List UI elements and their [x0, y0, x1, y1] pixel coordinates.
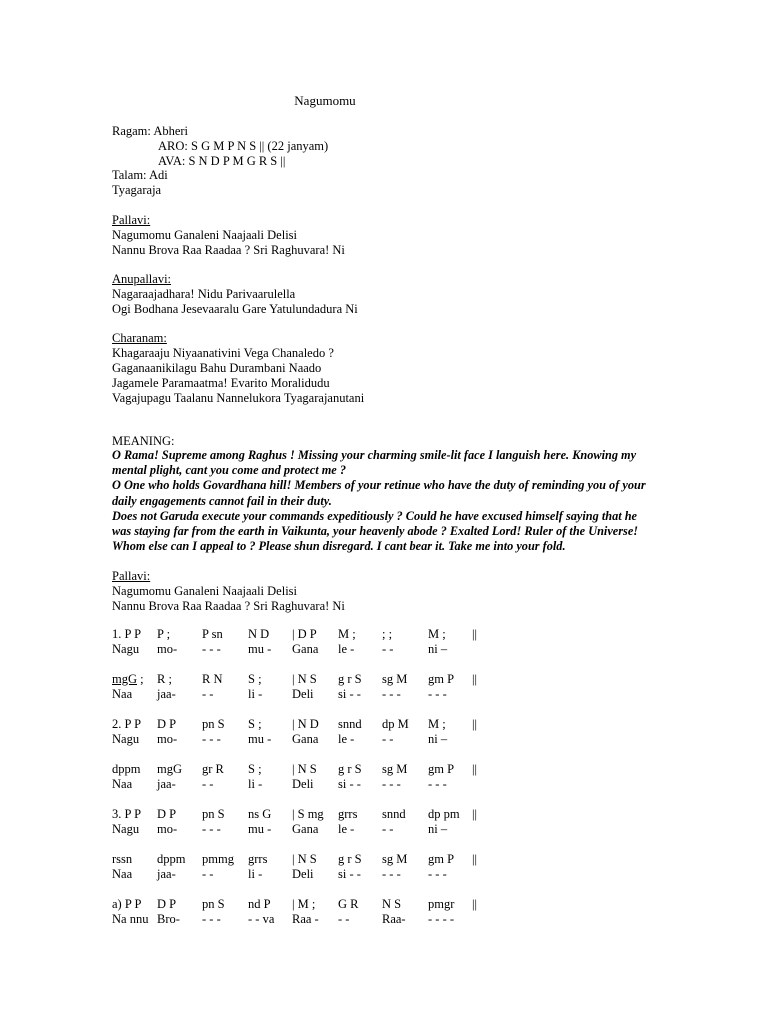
- notation-cell: pn S: [202, 897, 225, 911]
- row-gap: [112, 657, 492, 672]
- meaning-paragraph-2: O One who holds Govardhana hill! Members of your retinue who have the duty of reminding you of your daily engagements cannot fail in their duty.: [112, 478, 646, 508]
- notation-cell: Deli: [292, 777, 314, 791]
- notation-cell: 3. P P: [112, 807, 142, 821]
- notation-cell: dppm: [112, 762, 141, 776]
- notation-cell: - -: [202, 867, 214, 881]
- notation-cell: grrs: [338, 807, 358, 821]
- notation-cell: mgG: [157, 762, 182, 776]
- charanam-heading: Charanam:: [112, 331, 167, 345]
- notation-cell: | S mg: [292, 807, 324, 821]
- notation-cell: - - -: [428, 687, 447, 701]
- notation-cell: ni –: [428, 732, 448, 746]
- ragam-line: Ragam: Abheri: [112, 124, 189, 138]
- notation-cell: pn S: [202, 717, 225, 731]
- sahityam-row: [112, 867, 492, 882]
- row-gap: [112, 882, 492, 897]
- notation-cell: 1. P P: [112, 627, 142, 641]
- notation-cell: S ;: [248, 717, 262, 731]
- notation-cell: D P: [157, 897, 177, 911]
- notation-cell: a) P P: [112, 897, 142, 911]
- notation-cell: le -: [338, 642, 355, 656]
- pallavi-line-1: Nagumomu Ganaleni Naajaali Delisi: [112, 228, 298, 242]
- notation-cell: Naa: [112, 777, 133, 791]
- notation-cell: - -: [382, 642, 394, 656]
- meaning-paragraph-3: Does not Garuda execute your commands expeditiously ? Could he have excused himself saying that he was staying far from the earth in Vaikunta, your heavenly abode ? Exalted Lord! Ruler of the Universe! Whom else can I appeal to ? Please shun disregard. I cant bear it. Take me into your fold.: [112, 508, 639, 554]
- notation-cell: Raa -: [292, 912, 319, 926]
- swara-row: [112, 807, 492, 822]
- notation-cell: Deli: [292, 867, 314, 881]
- notation-cell: gm P: [428, 672, 455, 686]
- notation-cell: - -: [382, 732, 394, 746]
- notation-cell: le -: [338, 822, 355, 836]
- notation-cell: mu -: [248, 732, 272, 746]
- notation-cell: G R: [338, 897, 359, 911]
- talam-line: Talam: Adi: [112, 168, 168, 182]
- notation-cell: pmgr: [428, 897, 455, 911]
- swara-row: [112, 627, 492, 642]
- notation-cell: jaa-: [157, 687, 176, 701]
- notation-cell: ; ;: [382, 627, 393, 641]
- notation-cell: - - -: [202, 642, 221, 656]
- notation-cell: Na nnu: [112, 912, 149, 926]
- notation-cell: rssn: [112, 852, 133, 866]
- anupallavi-heading: Anupallavi:: [112, 272, 172, 286]
- pallavi-heading: Pallavi:: [112, 213, 151, 227]
- notation-cell: gm P: [428, 762, 455, 776]
- notation-cell: mo-: [157, 732, 178, 746]
- sahityam-row: [112, 732, 492, 747]
- notation-cell: jaa-: [157, 867, 176, 881]
- notation-cell: dp M: [382, 717, 409, 731]
- notation-cell: - - - -: [428, 912, 455, 926]
- notation-cell: | N S: [292, 672, 317, 686]
- meaning-paragraph-1: O Rama! Supreme among Raghus ! Missing your charming smile-lit face I languish here. Knowing my mental plight, cant you come and protect me ?: [112, 448, 637, 478]
- notation-cell: li -: [248, 687, 263, 701]
- notation-cell: - - -: [428, 867, 447, 881]
- notation-cell: M ;: [338, 627, 356, 641]
- notation-cell: gr R: [202, 762, 224, 776]
- notation-cell: M ;: [428, 627, 446, 641]
- meaning-heading: MEANING:: [112, 434, 175, 448]
- notation-cell: pmmg: [202, 852, 234, 866]
- swara-row: [112, 762, 492, 777]
- notation-cell: snnd: [382, 807, 406, 821]
- notation-cell: dppm: [157, 852, 186, 866]
- swara-row: [112, 672, 492, 687]
- charanam-line-1: Khagaraaju Niyaanativini Vega Chanaledo ?: [112, 346, 334, 360]
- notation-cell: | D P: [292, 627, 317, 641]
- notation-cell: - - -: [202, 912, 221, 926]
- row-gap: [112, 837, 492, 852]
- swara-row: [112, 897, 492, 912]
- notation-cell: li -: [248, 867, 263, 881]
- notation-cell: - - -: [382, 687, 401, 701]
- notation-cell: 2. P P: [112, 717, 142, 731]
- notation-cell: si - -: [338, 687, 361, 701]
- row-gap: [112, 702, 492, 717]
- notation-cell: - - -: [428, 777, 447, 791]
- notation-cell: - -: [202, 687, 214, 701]
- swara-notation: [112, 627, 492, 927]
- pallavi-repeat-line-1: Nagumomu Ganaleni Naajaali Delisi: [112, 584, 298, 598]
- notation-cell: Raa-: [382, 912, 406, 926]
- notation-cell: ni –: [428, 642, 448, 656]
- notation-cell: mgG ;: [112, 672, 144, 686]
- notation-cell: - - va: [248, 912, 275, 926]
- notation-cell: snnd: [338, 717, 362, 731]
- notation-cell: Deli: [292, 687, 314, 701]
- notation-cell: pn S: [202, 807, 225, 821]
- meaning-text: [112, 448, 657, 554]
- avarohanam-line: AVA: S N D P M G R S ||: [158, 154, 286, 168]
- charanam-line-3: Jagamele Paramaatma! Evarito Moralidudu: [112, 376, 330, 390]
- notation-cell: g r S: [338, 762, 362, 776]
- notation-cell: sg M: [382, 852, 408, 866]
- notation-cell: - - -: [382, 867, 401, 881]
- notation-cell: N D: [248, 627, 270, 641]
- notation-cell: P sn: [202, 627, 223, 641]
- notation-cell: Gana: [292, 732, 319, 746]
- notation-cell: - - -: [202, 822, 221, 836]
- notation-cell: R ;: [157, 672, 172, 686]
- notation-cell: ||: [472, 852, 478, 866]
- notation-cell: ||: [472, 672, 478, 686]
- notation-cell: ||: [472, 717, 478, 731]
- notation-cell: ni –: [428, 822, 448, 836]
- row-gap: [112, 792, 492, 807]
- sahityam-row: [112, 912, 492, 927]
- notation-cell: ||: [472, 627, 478, 641]
- notation-cell: Gana: [292, 642, 319, 656]
- notation-cell: dp pm: [428, 807, 460, 821]
- page-title: Nagumomu: [294, 93, 356, 108]
- anupallavi-line-1: Nagaraajadhara! Nidu Parivaarulella: [112, 287, 296, 301]
- pallavi-line-2: Nannu Brova Raa Raadaa ? Sri Raghuvara! Ni: [112, 243, 345, 257]
- notation-cell: Nagu: [112, 732, 140, 746]
- charanam-line-2: Gaganaanikilagu Bahu Durambani Naado: [112, 361, 322, 375]
- notation-cell: ||: [472, 762, 478, 776]
- swara-row: [112, 717, 492, 732]
- pallavi-repeat-line-2: Nannu Brova Raa Raadaa ? Sri Raghuvara! Ni: [112, 599, 345, 613]
- notation-cell: si - -: [338, 777, 361, 791]
- notation-cell: Nagu: [112, 822, 140, 836]
- notation-cell: le -: [338, 732, 355, 746]
- notation-cell: | N S: [292, 762, 317, 776]
- notation-cell: g r S: [338, 672, 362, 686]
- notation-cell: jaa-: [157, 777, 176, 791]
- anupallavi-line-2: Ogi Bodhana Jesevaaralu Gare Yatulundadura Ni: [112, 302, 358, 316]
- notation-cell: sg M: [382, 672, 408, 686]
- notation-cell: mo-: [157, 642, 178, 656]
- notation-cell: - -: [338, 912, 350, 926]
- notation-cell: | N D: [292, 717, 319, 731]
- notation-cell: S ;: [248, 672, 262, 686]
- notation-cell: Bro-: [157, 912, 180, 926]
- notation-cell: Nagu: [112, 642, 140, 656]
- notation-cell: | N S: [292, 852, 317, 866]
- sahityam-row: [112, 642, 492, 657]
- notation-cell: N S: [382, 897, 402, 911]
- notation-cell: ||: [472, 897, 478, 911]
- notation-cell: mu -: [248, 642, 272, 656]
- notation-cell: sg M: [382, 762, 408, 776]
- arohanam-line: ARO: S G M P N S || (22 janyam): [158, 139, 329, 153]
- notation-cell: gm P: [428, 852, 455, 866]
- notation-cell: grrs: [248, 852, 268, 866]
- notation-cell: nd P: [248, 897, 271, 911]
- notation-cell: si - -: [338, 867, 361, 881]
- notation-cell: D P: [157, 807, 177, 821]
- notation-cell: li -: [248, 777, 263, 791]
- notation-cell: Naa: [112, 687, 133, 701]
- notation-cell: - - -: [382, 777, 401, 791]
- notation-cell: S ;: [248, 762, 262, 776]
- notation-cell: Gana: [292, 822, 319, 836]
- row-gap: [112, 747, 492, 762]
- swara-row: [112, 852, 492, 867]
- notation-cell: R N: [202, 672, 223, 686]
- notation-cell: - - -: [202, 732, 221, 746]
- notation-cell: mu -: [248, 822, 272, 836]
- sahityam-row: [112, 822, 492, 837]
- notation-cell: ns G: [248, 807, 272, 821]
- notation-cell: ||: [472, 807, 478, 821]
- notation-cell: g r S: [338, 852, 362, 866]
- sahityam-row: [112, 777, 492, 792]
- composer-line: Tyagaraja: [112, 183, 162, 197]
- notation-cell: | M ;: [292, 897, 316, 911]
- notation-cell: M ;: [428, 717, 446, 731]
- notation-cell: - -: [202, 777, 214, 791]
- charanam-line-4: Vagajupagu Taalanu Nannelukora Tyagarajanutani: [112, 391, 365, 405]
- notation-cell: P ;: [157, 627, 171, 641]
- notation-cell: mo-: [157, 822, 178, 836]
- sahityam-row: [112, 687, 492, 702]
- notation-cell: D P: [157, 717, 177, 731]
- notation-cell: - -: [382, 822, 394, 836]
- pallavi-repeat-heading: Pallavi:: [112, 569, 151, 583]
- notation-cell: Naa: [112, 867, 133, 881]
